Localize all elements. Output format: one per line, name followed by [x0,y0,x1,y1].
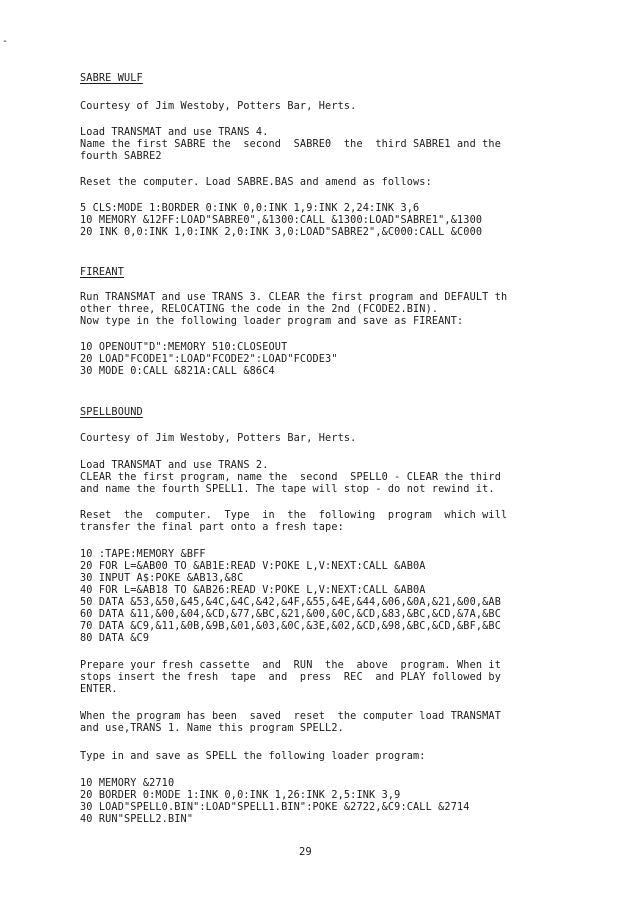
code-line: 10 MEMORY &12FF:LOAD"SABRE0",&1300:CALL &1300:LOAD"SABRE1",&1300 [80,215,483,226]
instruction-line: Prepare your fresh cassette and RUN the above program. When it [80,660,501,671]
code-line: 50 DATA &53,&50,&45,&4C,&4C,&42,&4F,&55,&4E,&44,&06,&0A,&21,&00,&AB [80,597,501,608]
instruction-line: other three, RELOCATING the code in the 2nd (FCODE2.BIN). [80,304,439,315]
instruction-line: Name the first SABRE the second SABRE0 the third SABRE1 and the [80,139,501,150]
code-line: 5 CLS:MODE 1:BORDER 0:INK 0,0:INK 1,9:INK 2,24:INK 3,6 [80,203,420,214]
instruction-line: fourth SABRE2 [80,151,162,162]
code-line: 80 DATA &C9 [80,633,150,644]
code-line: 40 RUN"SPELL2.BIN" [80,814,194,825]
code-line: 60 DATA &11,&00,&04,&CD,&77,&BC,&21,&00,&0C,&CD,&83,&BC,&CD,&7A,&BC [80,609,501,620]
code-line: 30 MODE 0:CALL &821A:CALL &86C4 [80,366,275,377]
code-line: 20 BORDER 0:MODE 1:INK 0,0:INK 1,26:INK 2,5:INK 3,9 [80,790,401,801]
page-number: 29 [299,846,312,858]
instruction-line: Now type in the following loader program and save as FIREANT: [80,316,464,327]
code-line: 20 LOAD"FCODE1":LOAD"FCODE2":LOAD"FCODE3" [80,354,338,365]
credit-line: Courtesy of Jim Westoby, Potters Bar, Herts. [80,101,357,112]
code-line: 10 MEMORY &2710 [80,778,175,789]
instruction-line: Load TRANSMAT and use TRANS 4. [80,127,269,138]
instruction-line: When the program has been saved reset the computer load TRANSMAT [80,711,501,722]
instruction-line: stops insert the fresh tape and press REC and PLAY followed by [80,672,501,683]
instruction-line: Type in and save as SPELL the following loader program: [80,751,426,762]
section-heading-sabre-wulf: SABRE WULF [80,73,143,84]
instruction-line: CLEAR the first program, name the second SPELL0 - CLEAR the third [80,472,501,483]
instruction-line: ENTER. [80,684,118,695]
section-heading-fireant: FIREANT [80,267,124,278]
instruction-line: Load TRANSMAT and use TRANS 2. [80,460,269,471]
instruction-line: and use,TRANS 1. Name this program SPELL2. [80,723,344,734]
code-line: 10 OPENOUT"D":MEMORY 510:CLOSEOUT [80,342,288,353]
code-line: 20 FOR L=&AB00 TO &AB1E:READ V:POKE L,V:NEXT:CALL &AB0A [80,561,426,572]
code-line: 70 DATA &C9,&11,&0B,&9B,&01,&03,&0C,&3E,&02,&CD,&98,&BC,&CD,&BF,&BC [80,621,501,632]
code-line: 10 :TAPE:MEMORY &BFF [80,549,206,560]
section-heading-spellbound: SPELLBOUND [80,407,143,418]
instruction-line: Run TRANSMAT and use TRANS 3. CLEAR the first program and DEFAULT th [80,292,508,303]
instruction-line: Reset the computer. Type in the following program which will [80,510,508,521]
code-line: 40 FOR L=&AB18 TO &AB26:READ V:POKE L,V:NEXT:CALL &AB0A [80,585,426,596]
instruction-line: and name the fourth SPELL1. The tape will stop - do not rewind it. [80,484,495,495]
instruction-line: Reset the computer. Load SABRE.BAS and amend as follows: [80,177,432,188]
margin-mark: - [2,36,9,47]
code-line: 30 LOAD"SPELL0.BIN":LOAD"SPELL1.BIN":POKE &2722,&C9:CALL &2714 [80,802,470,813]
code-line: 20 INK 0,0:INK 1,0:INK 2,0:INK 3,0:LOAD"SABRE2",&C000:CALL &C000 [80,227,483,238]
code-line: 30 INPUT A$:POKE &AB13,&8C [80,573,244,584]
instruction-line: transfer the final part onto a fresh tape: [80,522,344,533]
credit-line: Courtesy of Jim Westoby, Potters Bar, Herts. [80,433,357,444]
